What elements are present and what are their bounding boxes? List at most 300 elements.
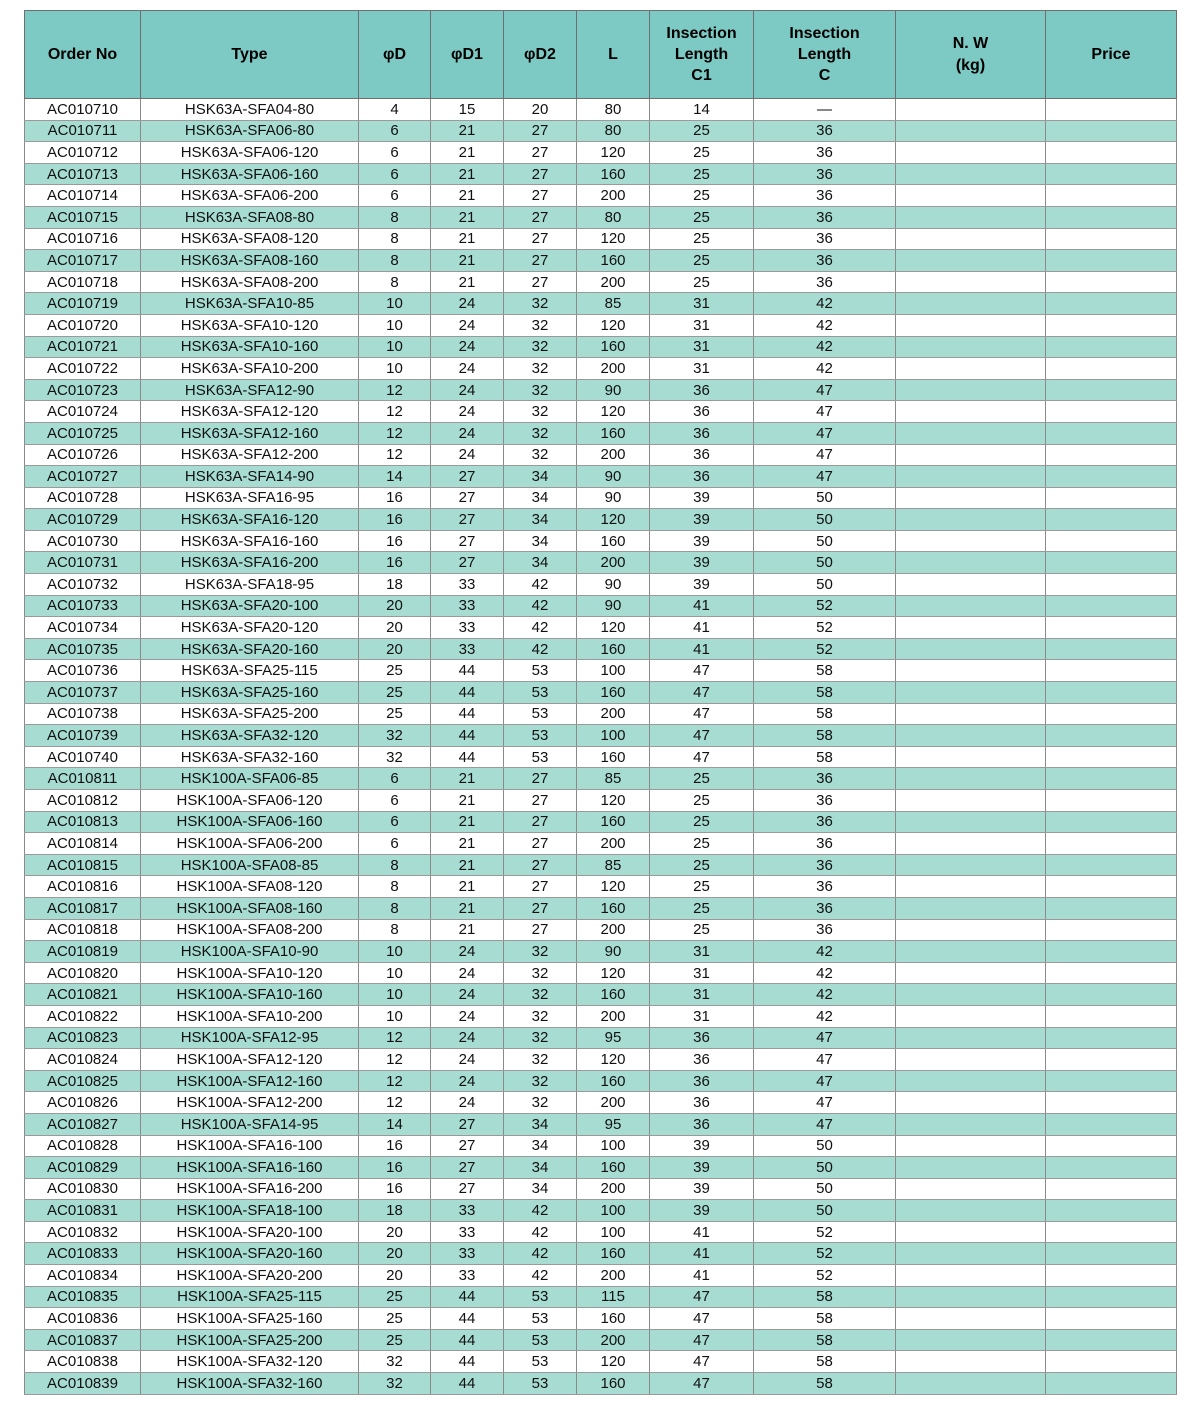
table-row[interactable] xyxy=(25,660,1177,682)
cell-type: HSK100A-SFA12-120 xyxy=(141,1049,359,1071)
cell-l: 160 xyxy=(577,746,650,768)
table-row[interactable] xyxy=(25,530,1177,552)
cell-phi_d2: 32 xyxy=(504,1005,577,1027)
cell-c1: 31 xyxy=(650,1005,754,1027)
table-row[interactable] xyxy=(25,142,1177,164)
cell-c: 58 xyxy=(754,1329,896,1351)
cell-phi_d: 32 xyxy=(359,746,431,768)
cell-type: HSK63A-SFA06-200 xyxy=(141,185,359,207)
cell-c1: 47 xyxy=(650,1373,754,1395)
table-row[interactable] xyxy=(25,509,1177,531)
cell-type: HSK100A-SFA20-100 xyxy=(141,1221,359,1243)
cell-l: 120 xyxy=(577,1351,650,1373)
cell-c1: 25 xyxy=(650,142,754,164)
table-row[interactable] xyxy=(25,833,1177,855)
column-header-phi_d2 xyxy=(504,11,577,99)
cell-type: HSK63A-SFA16-200 xyxy=(141,552,359,574)
cell-nw xyxy=(896,185,1046,207)
cell-c: 47 xyxy=(754,379,896,401)
header-row xyxy=(25,11,1177,99)
cell-phi_d: 10 xyxy=(359,336,431,358)
cell-phi_d1: 24 xyxy=(431,1092,504,1114)
cell-c: 36 xyxy=(754,876,896,898)
table-row[interactable] xyxy=(25,1329,1177,1351)
table-row[interactable] xyxy=(25,1286,1177,1308)
cell-phi_d: 8 xyxy=(359,897,431,919)
cell-nw xyxy=(896,487,1046,509)
cell-phi_d1: 27 xyxy=(431,1135,504,1157)
cell-c: 58 xyxy=(754,746,896,768)
cell-c: 42 xyxy=(754,941,896,963)
cell-phi_d: 18 xyxy=(359,1200,431,1222)
cell-l: 200 xyxy=(577,1092,650,1114)
cell-phi_d1: 44 xyxy=(431,1286,504,1308)
cell-c: 36 xyxy=(754,768,896,790)
cell-type: HSK63A-SFA16-95 xyxy=(141,487,359,509)
cell-c1: 14 xyxy=(650,99,754,121)
cell-type: HSK100A-SFA06-200 xyxy=(141,833,359,855)
cell-order_no: AC010822 xyxy=(25,1005,141,1027)
table-row[interactable] xyxy=(25,1243,1177,1265)
column-header-line: φD xyxy=(383,45,406,63)
cell-type: HSK63A-SFA16-160 xyxy=(141,530,359,552)
cell-phi_d1: 27 xyxy=(431,1157,504,1179)
cell-c: 36 xyxy=(754,163,896,185)
table-row[interactable] xyxy=(25,1157,1177,1179)
cell-phi_d1: 24 xyxy=(431,1005,504,1027)
cell-nw xyxy=(896,725,1046,747)
cell-price xyxy=(1046,1265,1177,1287)
cell-phi_d2: 27 xyxy=(504,228,577,250)
table-row[interactable] xyxy=(25,401,1177,423)
cell-price xyxy=(1046,595,1177,617)
cell-phi_d: 10 xyxy=(359,941,431,963)
cell-type: HSK100A-SFA20-160 xyxy=(141,1243,359,1265)
cell-order_no: AC010813 xyxy=(25,811,141,833)
cell-type: HSK63A-SFA10-120 xyxy=(141,314,359,336)
table-row[interactable] xyxy=(25,250,1177,272)
cell-phi_d1: 21 xyxy=(431,271,504,293)
cell-type: HSK100A-SFA12-160 xyxy=(141,1070,359,1092)
cell-phi_d2: 27 xyxy=(504,919,577,941)
cell-l: 120 xyxy=(577,1049,650,1071)
cell-phi_d1: 21 xyxy=(431,250,504,272)
cell-c: 58 xyxy=(754,725,896,747)
cell-c: 47 xyxy=(754,1027,896,1049)
cell-phi_d1: 27 xyxy=(431,509,504,531)
cell-nw xyxy=(896,509,1046,531)
table-row[interactable] xyxy=(25,1092,1177,1114)
cell-price xyxy=(1046,1351,1177,1373)
column-header-line: C xyxy=(818,67,831,85)
cell-phi_d2: 27 xyxy=(504,206,577,228)
cell-l: 200 xyxy=(577,833,650,855)
cell-l: 160 xyxy=(577,638,650,660)
table-row[interactable] xyxy=(25,1221,1177,1243)
cell-l: 200 xyxy=(577,1329,650,1351)
cell-type: HSK100A-SFA20-200 xyxy=(141,1265,359,1287)
cell-c1: 47 xyxy=(650,725,754,747)
table-row[interactable] xyxy=(25,1178,1177,1200)
cell-c: 42 xyxy=(754,984,896,1006)
table-row[interactable] xyxy=(25,422,1177,444)
column-header-l xyxy=(577,11,650,99)
cell-phi_d: 32 xyxy=(359,1351,431,1373)
cell-phi_d2: 32 xyxy=(504,336,577,358)
cell-phi_d2: 27 xyxy=(504,833,577,855)
cell-nw xyxy=(896,833,1046,855)
cell-l: 120 xyxy=(577,617,650,639)
cell-phi_d1: 27 xyxy=(431,1178,504,1200)
table-row[interactable] xyxy=(25,444,1177,466)
cell-nw xyxy=(896,142,1046,164)
cell-nw xyxy=(896,919,1046,941)
cell-l: 200 xyxy=(577,271,650,293)
cell-order_no: AC010826 xyxy=(25,1092,141,1114)
cell-order_no: AC010721 xyxy=(25,336,141,358)
cell-phi_d1: 44 xyxy=(431,1373,504,1395)
cell-price xyxy=(1046,99,1177,121)
cell-c1: 31 xyxy=(650,941,754,963)
cell-nw xyxy=(896,206,1046,228)
cell-price xyxy=(1046,660,1177,682)
cell-type: HSK63A-SFA20-100 xyxy=(141,595,359,617)
table-row[interactable] xyxy=(25,206,1177,228)
table-row[interactable] xyxy=(25,99,1177,121)
cell-c1: 47 xyxy=(650,746,754,768)
cell-phi_d2: 53 xyxy=(504,660,577,682)
cell-phi_d1: 24 xyxy=(431,379,504,401)
cell-phi_d2: 27 xyxy=(504,271,577,293)
cell-type: HSK63A-SFA12-200 xyxy=(141,444,359,466)
table-row[interactable] xyxy=(25,984,1177,1006)
cell-order_no: AC010830 xyxy=(25,1178,141,1200)
table-row[interactable] xyxy=(25,314,1177,336)
cell-phi_d2: 27 xyxy=(504,897,577,919)
cell-phi_d: 14 xyxy=(359,1113,431,1135)
cell-type: HSK63A-SFA08-80 xyxy=(141,206,359,228)
cell-l: 80 xyxy=(577,206,650,228)
cell-c1: 39 xyxy=(650,1178,754,1200)
cell-l: 160 xyxy=(577,422,650,444)
cell-order_no: AC010713 xyxy=(25,163,141,185)
table-row[interactable] xyxy=(25,271,1177,293)
cell-order_no: AC010824 xyxy=(25,1049,141,1071)
cell-phi_d2: 27 xyxy=(504,854,577,876)
cell-phi_d1: 21 xyxy=(431,206,504,228)
cell-phi_d1: 24 xyxy=(431,1027,504,1049)
cell-c1: 39 xyxy=(650,530,754,552)
table-row[interactable] xyxy=(25,552,1177,574)
table-row[interactable] xyxy=(25,358,1177,380)
cell-nw xyxy=(896,595,1046,617)
cell-c1: 47 xyxy=(650,682,754,704)
cell-price xyxy=(1046,1221,1177,1243)
table-row[interactable] xyxy=(25,336,1177,358)
cell-c1: 39 xyxy=(650,1157,754,1179)
cell-type: HSK63A-SFA20-120 xyxy=(141,617,359,639)
cell-order_no: AC010715 xyxy=(25,206,141,228)
cell-c: 36 xyxy=(754,811,896,833)
cell-type: HSK63A-SFA06-80 xyxy=(141,120,359,142)
cell-phi_d2: 42 xyxy=(504,595,577,617)
table-row[interactable] xyxy=(25,487,1177,509)
cell-c: 42 xyxy=(754,358,896,380)
column-header-line: L xyxy=(608,45,618,63)
cell-phi_d: 12 xyxy=(359,1027,431,1049)
cell-c: 42 xyxy=(754,293,896,315)
cell-phi_d2: 53 xyxy=(504,725,577,747)
cell-order_no: AC010816 xyxy=(25,876,141,898)
cell-order_no: AC010732 xyxy=(25,574,141,596)
cell-price xyxy=(1046,379,1177,401)
cell-phi_d: 6 xyxy=(359,768,431,790)
cell-l: 200 xyxy=(577,919,650,941)
table-row[interactable] xyxy=(25,941,1177,963)
cell-order_no: AC010736 xyxy=(25,660,141,682)
cell-price xyxy=(1046,509,1177,531)
cell-phi_d: 6 xyxy=(359,185,431,207)
cell-price xyxy=(1046,120,1177,142)
table-row[interactable] xyxy=(25,768,1177,790)
table-row[interactable] xyxy=(25,1308,1177,1330)
table-row[interactable] xyxy=(25,1113,1177,1135)
cell-phi_d1: 24 xyxy=(431,422,504,444)
cell-l: 120 xyxy=(577,142,650,164)
cell-phi_d1: 21 xyxy=(431,919,504,941)
cell-price xyxy=(1046,682,1177,704)
table-row[interactable] xyxy=(25,962,1177,984)
cell-order_no: AC010740 xyxy=(25,746,141,768)
cell-phi_d: 16 xyxy=(359,1178,431,1200)
cell-c: 36 xyxy=(754,833,896,855)
table-row[interactable] xyxy=(25,811,1177,833)
cell-phi_d: 8 xyxy=(359,919,431,941)
cell-nw xyxy=(896,703,1046,725)
cell-phi_d1: 21 xyxy=(431,876,504,898)
cell-phi_d2: 27 xyxy=(504,185,577,207)
cell-price xyxy=(1046,206,1177,228)
cell-nw xyxy=(896,379,1046,401)
cell-l: 160 xyxy=(577,811,650,833)
cell-phi_d2: 34 xyxy=(504,487,577,509)
cell-nw xyxy=(896,768,1046,790)
cell-nw xyxy=(896,746,1046,768)
cell-phi_d: 6 xyxy=(359,790,431,812)
table-row[interactable] xyxy=(25,1351,1177,1373)
table-row[interactable] xyxy=(25,1005,1177,1027)
table-row[interactable] xyxy=(25,638,1177,660)
cell-type: HSK63A-SFA08-120 xyxy=(141,228,359,250)
cell-order_no: AC010815 xyxy=(25,854,141,876)
table-row[interactable] xyxy=(25,854,1177,876)
table-row[interactable] xyxy=(25,228,1177,250)
table-header xyxy=(25,11,1177,99)
cell-l: 200 xyxy=(577,1265,650,1287)
cell-phi_d: 20 xyxy=(359,617,431,639)
cell-nw xyxy=(896,530,1046,552)
cell-phi_d2: 32 xyxy=(504,1049,577,1071)
cell-l: 90 xyxy=(577,466,650,488)
cell-phi_d1: 44 xyxy=(431,1308,504,1330)
cell-c: 36 xyxy=(754,897,896,919)
cell-phi_d: 20 xyxy=(359,1265,431,1287)
cell-order_no: AC010834 xyxy=(25,1265,141,1287)
column-header-order_no xyxy=(25,11,141,99)
cell-phi_d1: 24 xyxy=(431,962,504,984)
cell-phi_d1: 33 xyxy=(431,1221,504,1243)
table-row[interactable] xyxy=(25,703,1177,725)
cell-order_no: AC010723 xyxy=(25,379,141,401)
cell-price xyxy=(1046,725,1177,747)
cell-c1: 39 xyxy=(650,574,754,596)
cell-c: 36 xyxy=(754,919,896,941)
table-row[interactable] xyxy=(25,682,1177,704)
cell-phi_d2: 32 xyxy=(504,941,577,963)
cell-c: 50 xyxy=(754,1178,896,1200)
column-header-c1 xyxy=(650,11,754,99)
table-row[interactable] xyxy=(25,1200,1177,1222)
cell-order_no: AC010829 xyxy=(25,1157,141,1179)
cell-type: HSK100A-SFA25-200 xyxy=(141,1329,359,1351)
cell-price xyxy=(1046,250,1177,272)
cell-l: 200 xyxy=(577,552,650,574)
table-row[interactable] xyxy=(25,163,1177,185)
table-row[interactable] xyxy=(25,185,1177,207)
cell-phi_d1: 24 xyxy=(431,401,504,423)
cell-phi_d: 25 xyxy=(359,660,431,682)
cell-phi_d: 8 xyxy=(359,206,431,228)
table-row[interactable] xyxy=(25,876,1177,898)
cell-type: HSK100A-SFA14-95 xyxy=(141,1113,359,1135)
cell-l: 85 xyxy=(577,854,650,876)
table-row[interactable] xyxy=(25,1070,1177,1092)
cell-phi_d2: 27 xyxy=(504,163,577,185)
cell-order_no: AC010717 xyxy=(25,250,141,272)
table-row[interactable] xyxy=(25,919,1177,941)
cell-phi_d: 8 xyxy=(359,228,431,250)
table-row[interactable] xyxy=(25,466,1177,488)
table-row[interactable] xyxy=(25,1049,1177,1071)
cell-c1: 39 xyxy=(650,552,754,574)
cell-c: 42 xyxy=(754,336,896,358)
cell-phi_d: 6 xyxy=(359,163,431,185)
cell-phi_d: 18 xyxy=(359,574,431,596)
table-row[interactable] xyxy=(25,595,1177,617)
cell-phi_d1: 24 xyxy=(431,941,504,963)
cell-phi_d: 20 xyxy=(359,1221,431,1243)
cell-phi_d: 12 xyxy=(359,1070,431,1092)
cell-phi_d1: 44 xyxy=(431,1351,504,1373)
cell-order_no: AC010835 xyxy=(25,1286,141,1308)
table-row[interactable] xyxy=(25,120,1177,142)
cell-nw xyxy=(896,617,1046,639)
cell-c1: 31 xyxy=(650,293,754,315)
cell-phi_d2: 32 xyxy=(504,1027,577,1049)
cell-c: 58 xyxy=(754,682,896,704)
cell-phi_d: 12 xyxy=(359,422,431,444)
cell-c: 47 xyxy=(754,466,896,488)
cell-c: 50 xyxy=(754,1200,896,1222)
table-row[interactable] xyxy=(25,790,1177,812)
cell-l: 160 xyxy=(577,1308,650,1330)
cell-type: HSK100A-SFA08-160 xyxy=(141,897,359,919)
table-row[interactable] xyxy=(25,1373,1177,1395)
cell-price xyxy=(1046,228,1177,250)
cell-nw xyxy=(896,1265,1046,1287)
cell-c: 36 xyxy=(754,142,896,164)
table-row[interactable] xyxy=(25,379,1177,401)
cell-l: 200 xyxy=(577,1005,650,1027)
cell-phi_d: 4 xyxy=(359,99,431,121)
cell-c1: 41 xyxy=(650,638,754,660)
cell-nw xyxy=(896,466,1046,488)
table-row[interactable] xyxy=(25,1135,1177,1157)
cell-price xyxy=(1046,1135,1177,1157)
table-row[interactable] xyxy=(25,1027,1177,1049)
table-row[interactable] xyxy=(25,1265,1177,1287)
cell-nw xyxy=(896,1373,1046,1395)
cell-phi_d: 12 xyxy=(359,379,431,401)
cell-phi_d1: 21 xyxy=(431,811,504,833)
cell-order_no: AC010727 xyxy=(25,466,141,488)
cell-phi_d2: 32 xyxy=(504,379,577,401)
cell-l: 160 xyxy=(577,984,650,1006)
cell-l: 160 xyxy=(577,1070,650,1092)
column-header-phi_d xyxy=(359,11,431,99)
cell-order_no: AC010718 xyxy=(25,271,141,293)
cell-c1: 25 xyxy=(650,854,754,876)
cell-c1: 36 xyxy=(650,422,754,444)
cell-nw xyxy=(896,897,1046,919)
cell-c: 36 xyxy=(754,271,896,293)
cell-price xyxy=(1046,314,1177,336)
cell-order_no: AC010818 xyxy=(25,919,141,941)
cell-phi_d2: 53 xyxy=(504,1351,577,1373)
cell-c: 50 xyxy=(754,530,896,552)
cell-order_no: AC010731 xyxy=(25,552,141,574)
cell-price xyxy=(1046,1027,1177,1049)
table-row[interactable] xyxy=(25,617,1177,639)
table-row[interactable] xyxy=(25,293,1177,315)
cell-phi_d2: 34 xyxy=(504,509,577,531)
cell-nw xyxy=(896,552,1046,574)
cell-c1: 25 xyxy=(650,833,754,855)
cell-type: HSK63A-SFA06-160 xyxy=(141,163,359,185)
cell-c1: 36 xyxy=(650,401,754,423)
cell-order_no: AC010730 xyxy=(25,530,141,552)
cell-c1: 25 xyxy=(650,228,754,250)
cell-c1: 25 xyxy=(650,120,754,142)
cell-phi_d2: 53 xyxy=(504,703,577,725)
table-row[interactable] xyxy=(25,574,1177,596)
table-row[interactable] xyxy=(25,725,1177,747)
cell-l: 100 xyxy=(577,725,650,747)
cell-phi_d2: 27 xyxy=(504,250,577,272)
table-row[interactable] xyxy=(25,897,1177,919)
cell-phi_d: 16 xyxy=(359,487,431,509)
cell-phi_d1: 27 xyxy=(431,1113,504,1135)
cell-type: HSK63A-SFA06-120 xyxy=(141,142,359,164)
cell-c: 47 xyxy=(754,444,896,466)
table-row[interactable] xyxy=(25,746,1177,768)
cell-phi_d: 12 xyxy=(359,444,431,466)
cell-l: 120 xyxy=(577,401,650,423)
cell-phi_d2: 32 xyxy=(504,1070,577,1092)
cell-l: 85 xyxy=(577,293,650,315)
cell-c: 52 xyxy=(754,638,896,660)
cell-phi_d2: 32 xyxy=(504,293,577,315)
